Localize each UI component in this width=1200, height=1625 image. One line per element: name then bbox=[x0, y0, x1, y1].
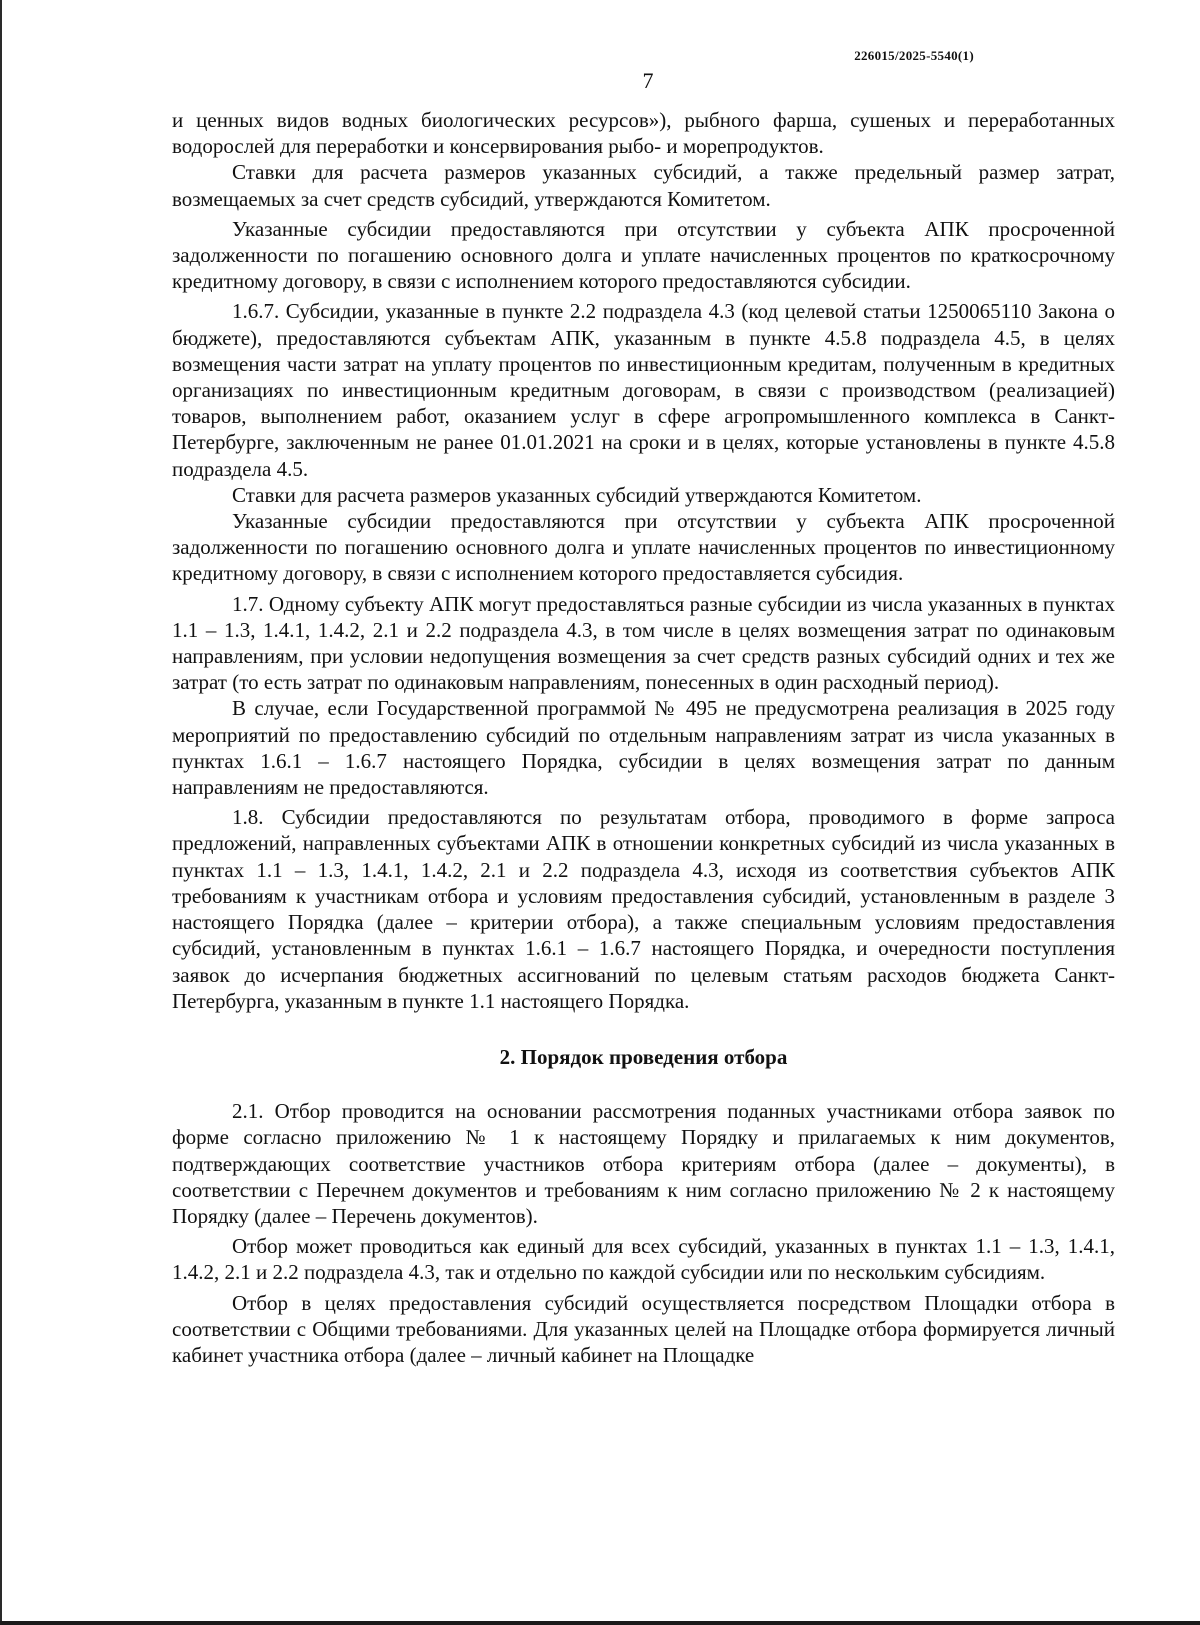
document-body bbox=[172, 107, 1115, 1368]
paragraph: и ценных видов водных биологических ресурсов»), рыбного фарша, сушеных и переработанных водорослей для переработки и консервирования рыбо- и морепродуктов. bbox=[172, 108, 1115, 159]
paragraph: Указанные субсидии предоставляются при отсутствии у субъекта АПК просроченной задолженности по погашению основного долга и уплате начисленных процентов по инвестиционному кредитному договору, в связи с исполнением которого предоставляется субсидия. bbox=[172, 509, 1115, 586]
paragraph: Отбор может проводиться как единый для всех субсидий, указанных в пунктах 1.1 – 1.3, 1.4.1, 1.4.2, 2.1 и 2.2 подраздела 4.3, так и отдельно по каждой субсидии или по нескольким субсидиям. bbox=[172, 1234, 1115, 1285]
paragraph: Указанные субсидии предоставляются при отсутствии у субъекта АПК просроченной задолженности по погашению основного долга и уплате начисленных процентов по краткосрочному кредитному договору, в связи с исполнением которого предоставляются субсидии. bbox=[172, 216, 1115, 294]
paragraph: Отбор в целях предоставления субсидий осуществляется посредством Площадки отбора в соответствии с Общими требованиями. Для указанных целей на Площадке отбора формируется личный кабинет участника отбора (далее – личный кабинет на Площадке bbox=[172, 1290, 1115, 1367]
paragraph-2-1: 2.1. Отбор проводится на основании рассмотрения поданных участниками отбора заявок по форме согласно приложению № 1 к настоящему Порядку и прилагаемых к ним документов, подтверждающих соответствие участников отбора критериям отбора (далее – документы), в соответствии с Перечнем документов и требованиям к ним согласно приложению № 2 к настоящему Порядку (далее – Перечень документов). bbox=[172, 1099, 1115, 1228]
paragraph-1-6-7: 1.6.7. Субсидии, указанные в пункте 2.2 подраздела 4.3 (код целевой статьи 1250065110 Закона о бюджете), предоставляются субъектам АПК, указанным в пункте 4.5.8 подраздела 4.5, в целях возмещения части затрат на уплату процентов по инвестиционным кредитам, полученным в кредитных организациях по инвестиционным кредитным договорам, в связи с производством (реализацией) товаров, выполнением работ, оказанием услуг в сфере агропромышленного комплекса в Санкт-Петербурге, заключенным не ранее 01.01.2021 на сроки и в целях, которые установлены в пункте 4.5.8 подраздела 4.5. bbox=[172, 299, 1115, 481]
page-number: 7 bbox=[642, 68, 654, 93]
scan-edge-line bbox=[0, 0, 2, 1625]
paragraph-1-7: 1.7. Одному субъекту АПК могут предоставляться разные субсидии из числа указанных в пунктах 1.1 – 1.3, 1.4.1, 1.4.2, 2.1 и 2.2 подраздела 4.3, в том числе в целях возмещения затрат по одинаковым направлениям, при условии недопущения возмещения за счет средств разных субсидий одних и тех же затрат (то есть затрат по одинаковым направлениям, понесенных в один расходный период). bbox=[172, 591, 1115, 695]
scan-bottom-edge bbox=[0, 1621, 1200, 1625]
document-id: 226015/2025-5540(1) bbox=[854, 48, 974, 63]
section-heading: 2. Порядок проведения отбора bbox=[499, 1044, 788, 1069]
paragraph: Ставки для расчета размеров указанных субсидий утверждаются Комитетом. bbox=[232, 482, 922, 507]
paragraph: Ставки для расчета размеров указанных субсидий, а также предельный размер затрат, возмещаемых за счет средств субсидий, утверждаются Комитетом. bbox=[172, 160, 1115, 211]
paragraph: В случае, если Государственной программой № 495 не предусмотрена реализация в 2025 году мероприятий по предоставлению субсидий по отдельным направлениям затрат из числа указанных в пунктах 1.6.1 – 1.6.7 настоящего Порядка, субсидии в целях возмещения затрат по данным направлениям не предоставляются. bbox=[172, 696, 1115, 800]
paragraph-1-8: 1.8. Субсидии предоставляются по результатам отбора, проводимого в форме запроса предложений, направленных субъектами АПК в отношении конкретных субсидий из числа указанных в пунктах 1.1 – 1.3, 1.4.1, 1.4.2, 2.1 и 2.2 подраздела 4.3, исходя из соответствия субъектов АПК требованиям к участникам отбора и условиям предоставления субсидий, установленным в разделе 3 настоящего Порядка (далее – критерии отбора), а также специальным условиям предоставления субсидий, установленным в пунктах 1.6.1 – 1.6.7 настоящего Порядка, и очередности поступления заявок до исчерпания бюджетных ассигнований по целевым статьям расходов бюджета Санкт-Петербурга, указанным в пункте 1.1 настоящего Порядка. bbox=[172, 805, 1115, 1013]
